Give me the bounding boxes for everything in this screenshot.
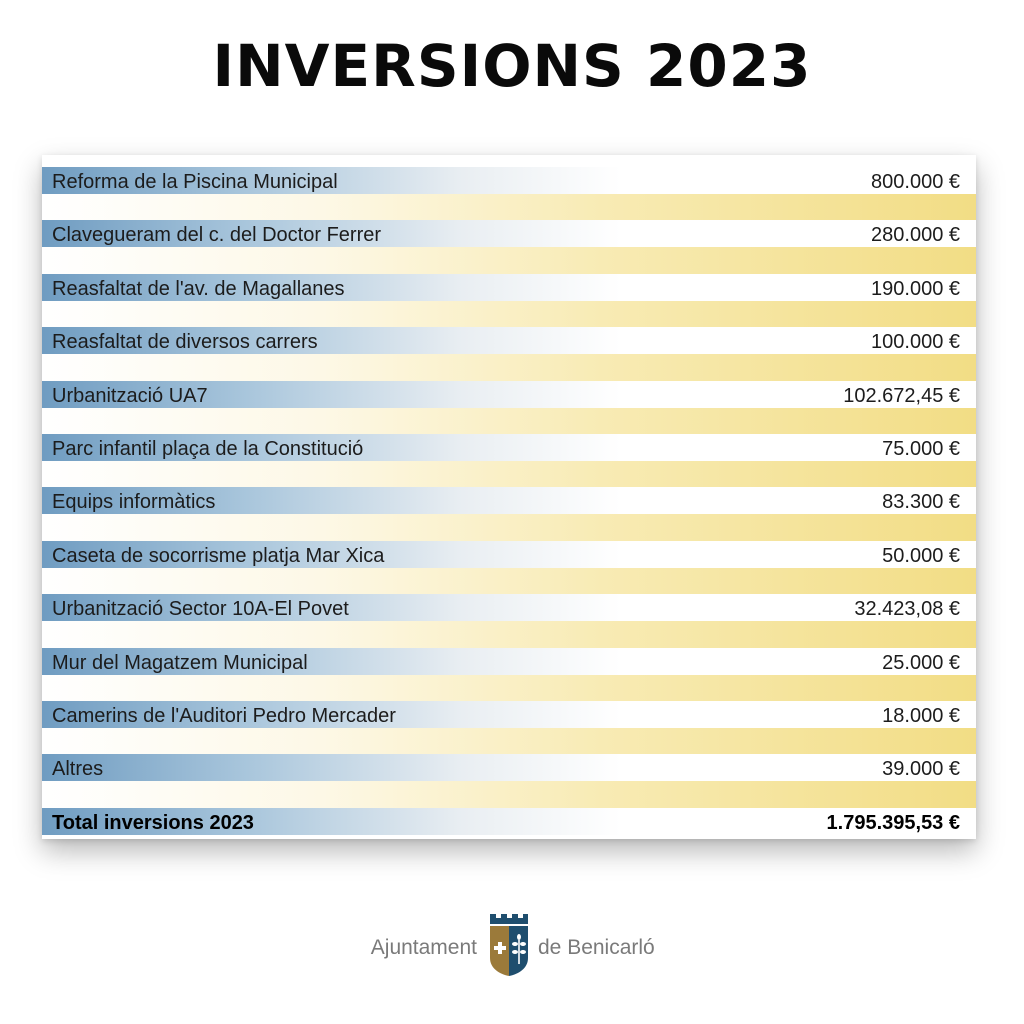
row-band-yellow — [42, 301, 976, 327]
item-label: Urbanització UA7 — [52, 384, 208, 407]
item-amount: 75.000 € — [882, 437, 960, 460]
item-amount: 102.672,45 € — [843, 384, 960, 407]
item-label: Reasfaltat de l'av. de Magallanes — [52, 277, 345, 300]
table-row — [42, 327, 976, 380]
item-label: Clavegueram del c. del Doctor Ferrer — [52, 224, 382, 247]
row-band-yellow — [42, 728, 976, 754]
row-band-yellow — [42, 408, 976, 434]
item-label: Mur del Magatzem Municipal — [52, 651, 308, 674]
total-amount: 1.795.395,53 € — [826, 811, 960, 834]
row-band-blue — [42, 754, 976, 781]
row-band-yellow — [42, 568, 976, 594]
footer-brand — [0, 912, 1024, 978]
table-row — [42, 701, 976, 754]
item-amount: 280.000 € — [871, 224, 960, 247]
row-band-yellow — [42, 621, 976, 647]
item-label: Parc infantil plaça de la Constitució — [52, 437, 364, 460]
total-row — [42, 808, 976, 861]
item-label: Reasfaltat de diversos carrers — [52, 331, 318, 354]
item-amount: 18.000 € — [882, 704, 960, 727]
table-row — [42, 594, 976, 647]
row-band-yellow — [42, 247, 976, 273]
item-amount: 800.000 € — [871, 171, 960, 193]
row-band-yellow — [42, 461, 976, 487]
row-band-yellow — [42, 675, 976, 701]
table-row — [42, 381, 976, 434]
investments-rows — [42, 167, 976, 861]
item-label: Camerins de l'Auditori Pedro Mercader — [52, 704, 396, 727]
item-amount: 50.000 € — [882, 544, 960, 567]
item-amount: 25.000 € — [882, 651, 960, 674]
table-row — [42, 541, 976, 594]
page-title: INVERSIONS 2023 — [212, 32, 812, 100]
item-amount: 83.300 € — [882, 491, 960, 514]
table-row — [42, 274, 976, 327]
item-label: Caseta de socorrisme platja Mar Xica — [52, 544, 385, 567]
table-row — [42, 648, 976, 701]
footer-left-text: Ajuntament — [370, 936, 477, 959]
table-row — [42, 754, 976, 807]
table-row — [42, 220, 976, 273]
table-row — [42, 434, 976, 487]
row-band-yellow — [42, 194, 976, 220]
row-band-yellow — [42, 781, 976, 807]
item-amount: 190.000 € — [871, 277, 960, 300]
item-amount: 32.423,08 € — [854, 598, 960, 621]
item-amount: 100.000 € — [871, 331, 960, 354]
row-band-yellow — [42, 354, 976, 380]
row-band-yellow — [42, 514, 976, 540]
total-label: Total inversions 2023 — [52, 811, 254, 834]
item-label: Equips informàtics — [52, 491, 216, 514]
item-label: Altres — [52, 758, 104, 781]
table-row — [42, 487, 976, 540]
investments-table — [42, 155, 976, 839]
item-label: Reforma de la Piscina Municipal — [52, 171, 338, 193]
footer-right-text: de Benicarló — [538, 936, 655, 959]
benicarlo-coat-of-arms-icon — [486, 912, 532, 978]
item-amount: 39.000 € — [882, 758, 960, 781]
table-row — [42, 167, 976, 220]
item-label: Urbanització Sector 10A-El Povet — [52, 598, 349, 621]
